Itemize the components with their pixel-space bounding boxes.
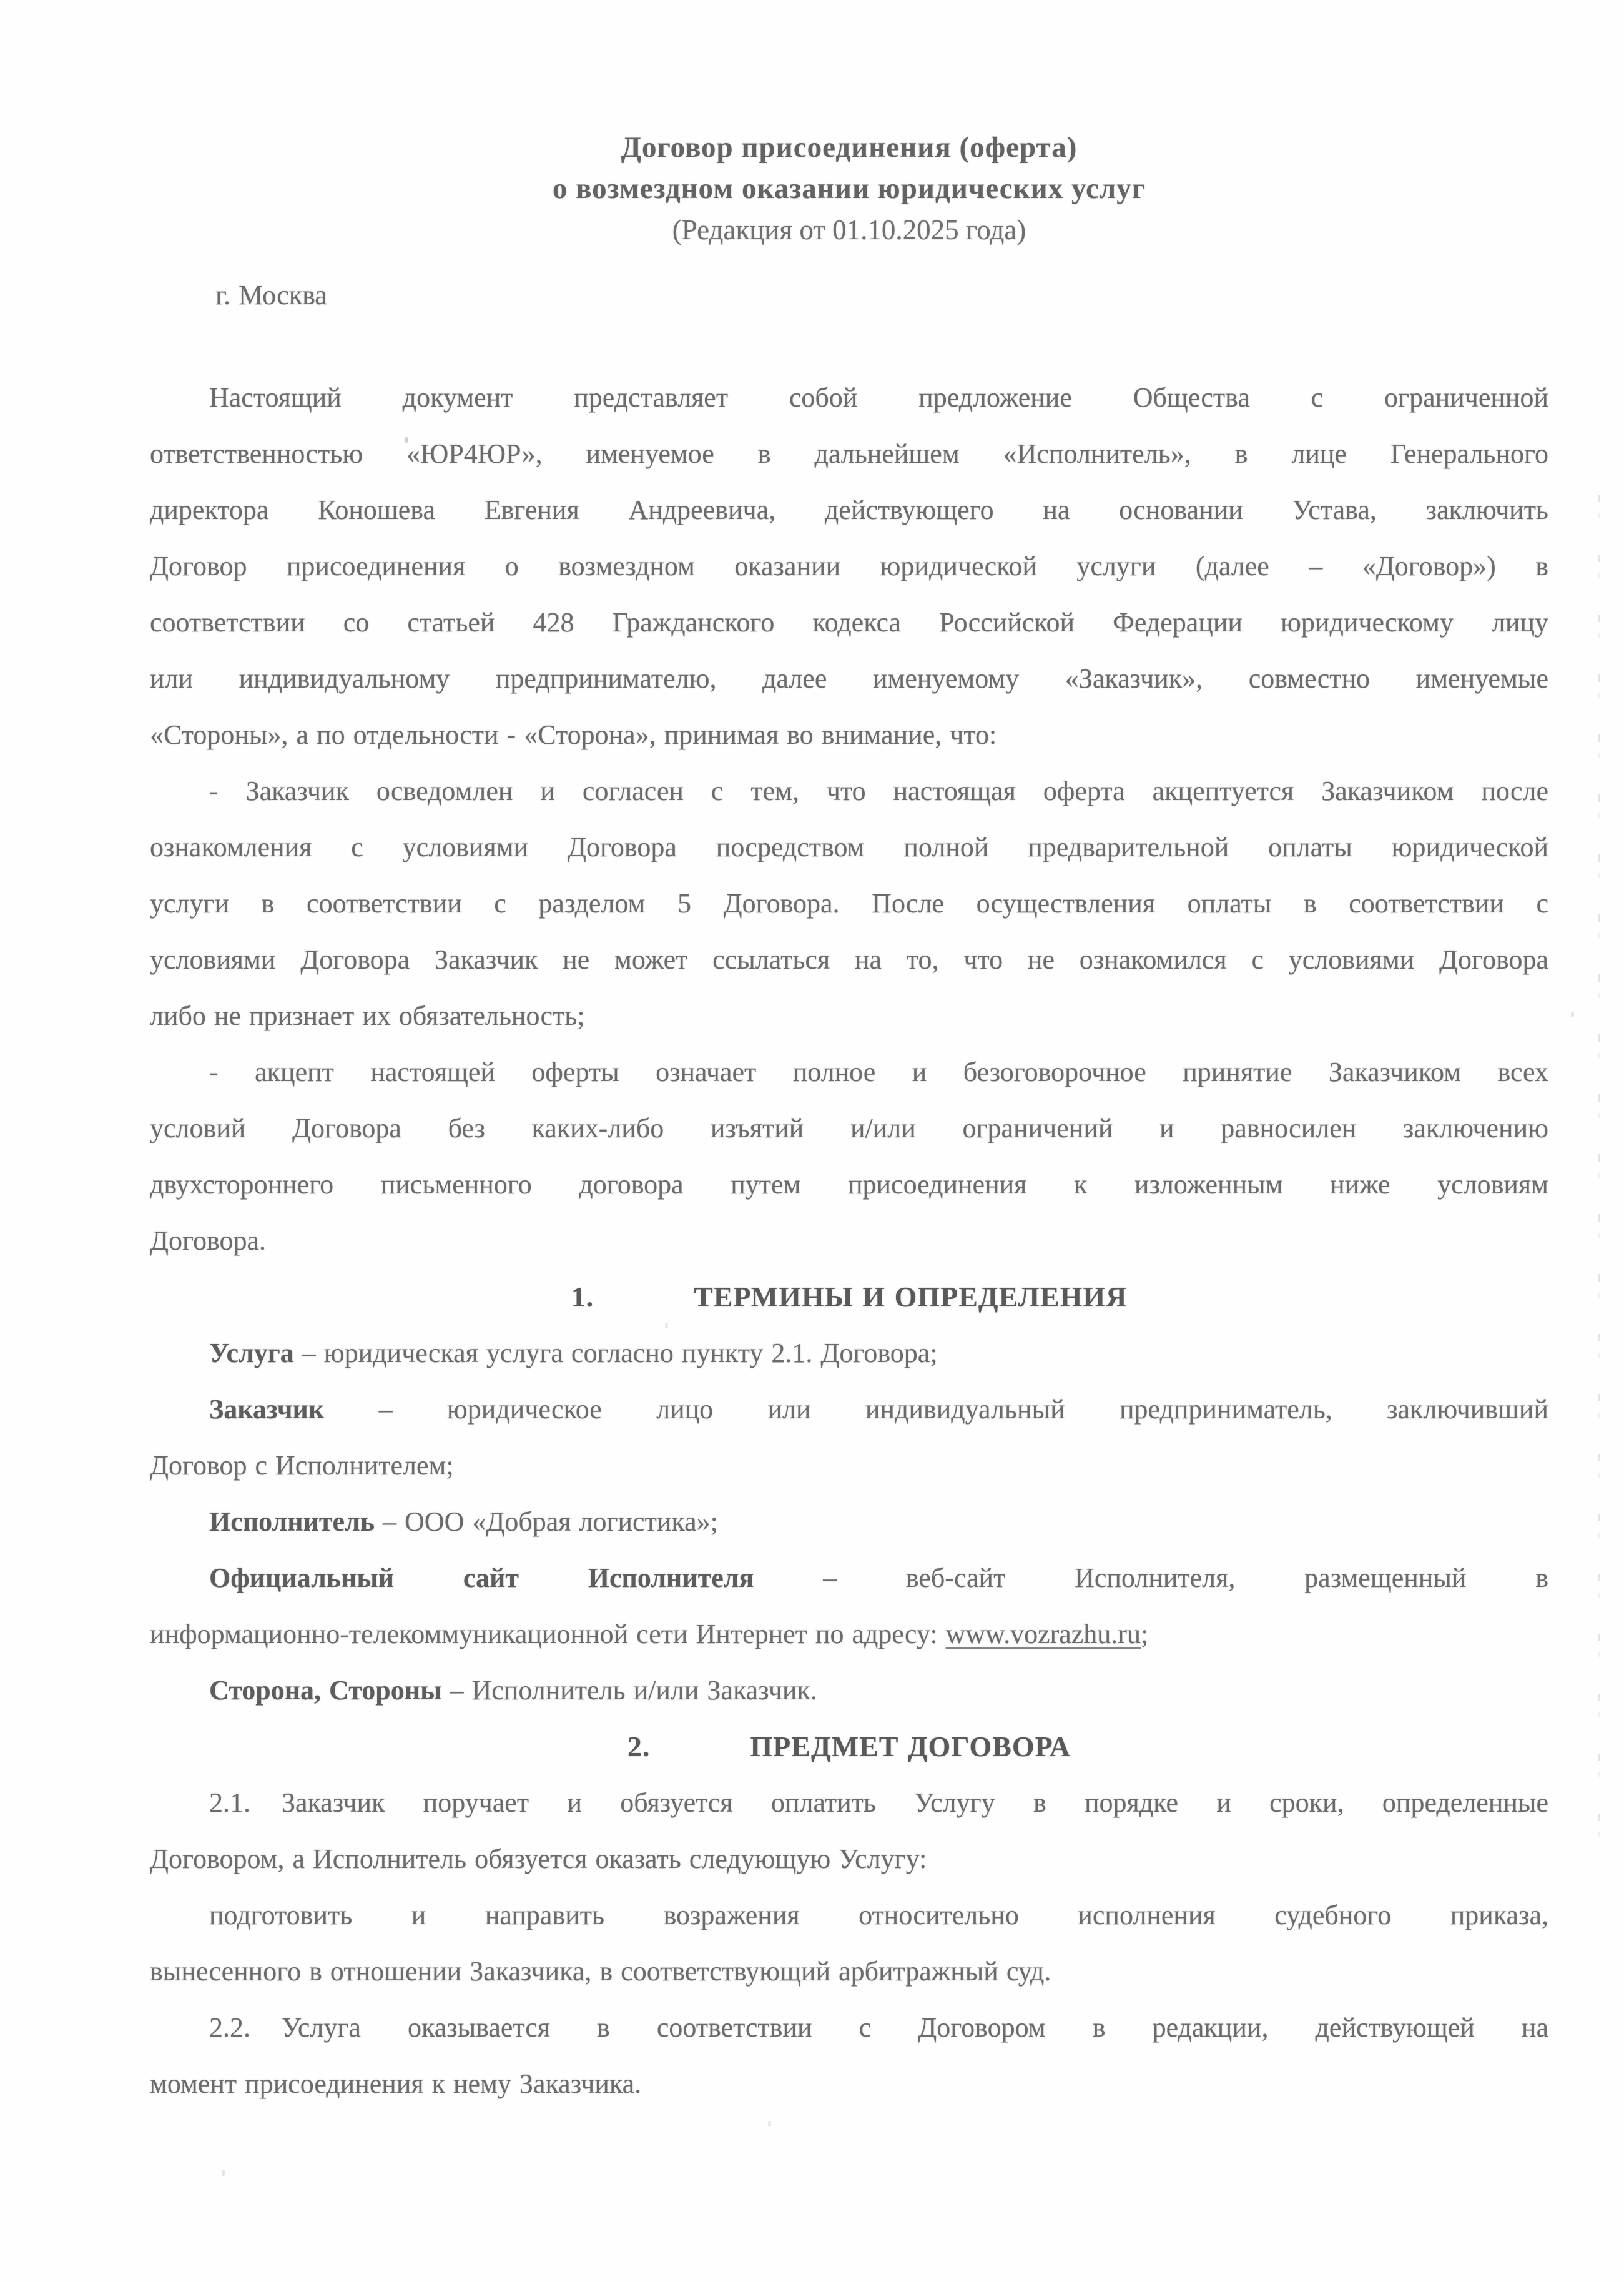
scan-speck bbox=[768, 2121, 771, 2126]
text-segment: двухстороннего письменного договора путем присоединения к изложенным ниже условиям bbox=[150, 1169, 1548, 1200]
text-line bbox=[150, 932, 1548, 988]
term-bold: Сторона, Стороны bbox=[209, 1675, 442, 1706]
text-segment: подготовить и направить возражения относительно исполнения судебного приказа, bbox=[209, 1900, 1548, 1930]
text-line bbox=[150, 988, 1548, 1044]
text-line bbox=[150, 763, 1548, 819]
text-line bbox=[150, 1831, 1548, 1887]
text-segment: 2.2. bbox=[209, 2012, 250, 2043]
city-line: г. Москва bbox=[215, 280, 327, 310]
text-line bbox=[150, 876, 1548, 932]
document bbox=[150, 127, 1548, 2112]
text-segment: ответственностью «ЮР4ЮР», именуемое в дальнейшем «Исполнитель», в лице Генерального bbox=[150, 438, 1548, 469]
document-title-line-1: Договор присоединения (оферта) bbox=[621, 131, 1078, 164]
text-line bbox=[150, 1157, 1548, 1213]
text-line bbox=[150, 1550, 1548, 1606]
text-line bbox=[150, 1044, 1548, 1100]
text-segment: Договора. bbox=[150, 1225, 266, 1256]
text-segment: Услуга оказывается в соответствии с Договором в редакции, действующей на bbox=[282, 2012, 1548, 2043]
website-link: www.vozrazhu.ru bbox=[945, 1619, 1141, 1649]
text-line bbox=[150, 1325, 1548, 1381]
text-segment: - акцепт настоящей оферты означает полное и безоговорочное принятие Заказчиком всех bbox=[209, 1057, 1548, 1087]
text-line bbox=[150, 1606, 1548, 1662]
text-line bbox=[150, 2056, 1548, 2112]
text-line bbox=[150, 1775, 1548, 1831]
text-line bbox=[150, 595, 1548, 651]
text-segment: «Стороны», а по отдельности - «Сторона», принимая во внимание, что: bbox=[150, 719, 997, 750]
text-segment: – Исполнитель и/или Заказчик. bbox=[441, 1675, 817, 1706]
text-segment: - Заказчик осведомлен и согласен с тем, что настоящая оферта акцептуется Заказчиком после bbox=[209, 776, 1548, 806]
document-revision-subtitle: (Редакция от 01.10.2025 года) bbox=[672, 214, 1026, 245]
section-title: ТЕРМИНЫ И ОПРЕДЕЛЕНИЯ bbox=[694, 1281, 1128, 1313]
text-line bbox=[150, 819, 1548, 876]
text-segment: услуги в соответствии с разделом 5 Договора. После осуществления оплаты в соответствии с bbox=[150, 888, 1548, 919]
document-body bbox=[150, 370, 1548, 2112]
text-line bbox=[150, 1944, 1548, 2000]
term-bold: Заказчик bbox=[209, 1394, 325, 1425]
text-line bbox=[150, 1662, 1548, 1719]
text-line bbox=[150, 426, 1548, 482]
text-segment: 2.1. bbox=[209, 1787, 250, 1818]
text-line bbox=[150, 707, 1548, 763]
text-segment: ознакомления с условиями Договора посредством полной предварительной оплаты юридической bbox=[150, 832, 1548, 862]
text-segment: – юридическое лицо или индивидуальный предприниматель, заключивший bbox=[324, 1394, 1548, 1425]
term-bold: Услуга bbox=[209, 1338, 294, 1368]
text-segment: условий Договора без каких-либо изъятий и/или ограничений и равносилен заключению bbox=[150, 1113, 1548, 1143]
text-segment: – ООО «Добрая логистика»; bbox=[375, 1506, 718, 1537]
text-segment: или индивидуальному предпринимателю, далее именуемому «Заказчик», совместно именуемые bbox=[150, 663, 1548, 694]
text-segment: момент присоединения к нему Заказчика. bbox=[150, 2068, 642, 2099]
scan-edge-artifact bbox=[1598, 495, 1600, 1862]
text-segment: условиями Договора Заказчик не может ссылаться на то, что не ознакомился с условиями Договора bbox=[150, 944, 1548, 975]
text-line bbox=[150, 538, 1548, 595]
text-segment: вынесенного в отношении Заказчика, в соответствующий арбитражный суд. bbox=[150, 1956, 1051, 1987]
tab-space bbox=[250, 1811, 282, 1812]
text-segment: – веб-сайт Исполнителя, размещенный в bbox=[754, 1563, 1549, 1593]
scan-speck bbox=[222, 2170, 225, 2176]
text-line bbox=[150, 1100, 1548, 1157]
text-segment: Договор с Исполнителем; bbox=[150, 1450, 454, 1481]
scan-speck bbox=[665, 1323, 668, 1328]
text-line bbox=[150, 1887, 1548, 1944]
section-number: 2. bbox=[627, 1731, 651, 1762]
section-number: 1. bbox=[571, 1281, 594, 1313]
text-line bbox=[150, 651, 1548, 707]
text-segment: директора Коношева Евгения Андреевича, действующего на основании Устава, заключить bbox=[150, 495, 1548, 525]
tab-space bbox=[250, 2036, 282, 2037]
section-heading bbox=[150, 1719, 1548, 1775]
text-segment: информационно-телекоммуникационной сети Интернет по адресу: bbox=[150, 1619, 946, 1649]
section-heading bbox=[150, 1269, 1548, 1325]
text-line bbox=[150, 482, 1548, 538]
text-line bbox=[150, 2000, 1548, 2056]
text-line bbox=[150, 370, 1548, 426]
text-line bbox=[150, 1213, 1548, 1269]
term-bold: Исполнитель bbox=[209, 1506, 375, 1537]
scan-speck bbox=[1571, 1012, 1574, 1017]
scan-speck bbox=[405, 437, 408, 443]
section-title: ПРЕДМЕТ ДОГОВОРА bbox=[750, 1731, 1071, 1762]
text-segment: либо не признает их обязательность; bbox=[150, 1000, 585, 1031]
text-line bbox=[150, 1494, 1548, 1550]
text-segment: ; bbox=[1140, 1619, 1149, 1649]
text-segment: Договором, а Исполнитель обязуется оказать следующую Услугу: bbox=[150, 1844, 927, 1874]
text-line bbox=[150, 1381, 1548, 1438]
text-segment: Настоящий документ представляет собой предложение Общества с ограниченной bbox=[209, 382, 1548, 413]
text-segment: соответствии со статьей 428 Гражданского кодекса Российской Федерации юридическому лицу bbox=[150, 607, 1548, 638]
text-segment: Заказчик поручает и обязуется оплатить Услугу в порядке и сроки, определенные bbox=[282, 1787, 1548, 1818]
text-line bbox=[150, 1438, 1548, 1494]
document-title-line-2: о возмездном оказании юридических услуг bbox=[552, 172, 1146, 205]
text-segment: Договор присоединения о возмездном оказании юридической услуги (далее – «Договор») в bbox=[150, 551, 1548, 581]
term-bold: Официальный сайт Исполнителя bbox=[209, 1563, 754, 1593]
text-segment: – юридическая услуга согласно пункту 2.1. Договора; bbox=[293, 1338, 938, 1368]
